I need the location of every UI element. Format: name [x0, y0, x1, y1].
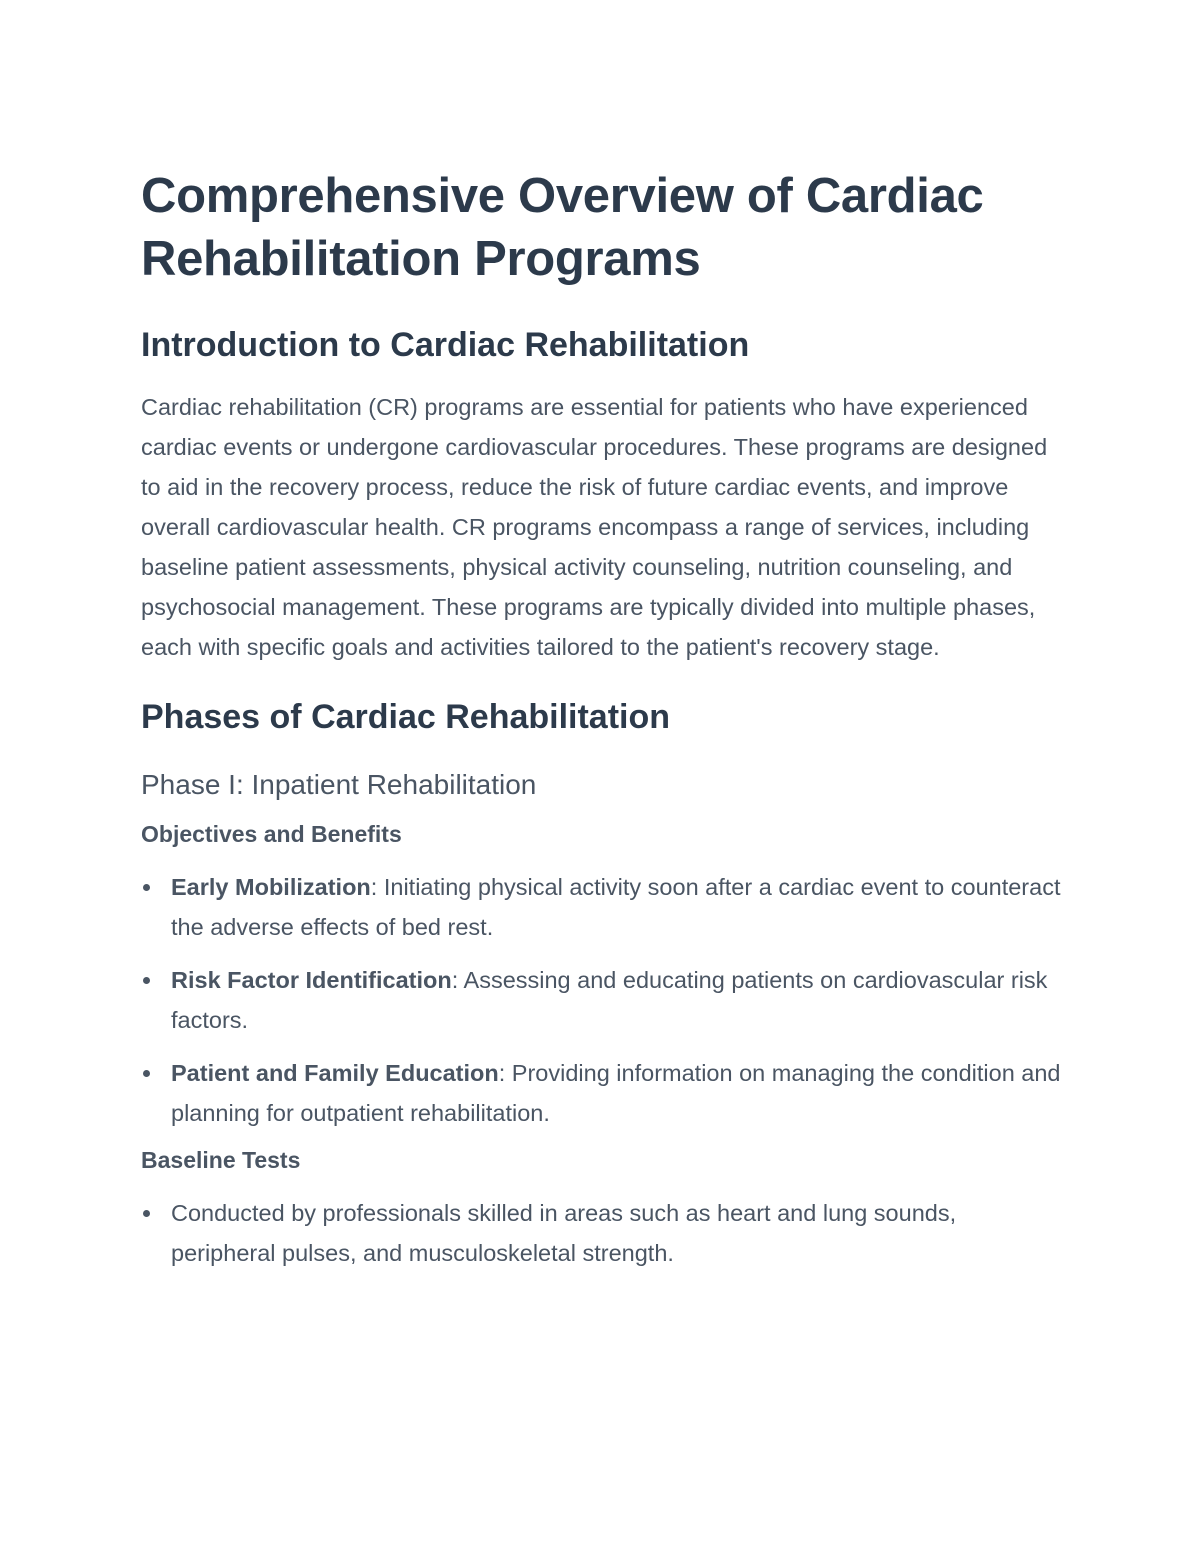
- list-item-text: Providing information on managing the condition and planning for outpatient rehabilitation.: [171, 1060, 1061, 1126]
- list-item-separator: :: [370, 874, 378, 900]
- intro-paragraph: Cardiac rehabilitation (CR) programs are essential for patients who have experienced cardiac events or undergone cardiovascular procedures. These programs are designed to aid in the recovery process, reduce the risk of future cardiac events, and improve overall cardiovascular health. CR programs encompass a range of services, including baseline patient assessments, physical activity counseling, nutrition counseling, and psychosocial management. These programs are typically divided into multiple phases, each with specific goals and activities tailored to the patient's recovery stage.: [141, 394, 1048, 660]
- intro-heading: Introduction to Cardiac Rehabilitation: [141, 326, 750, 364]
- list-item-separator: :: [498, 1060, 506, 1086]
- list-item: [141, 1053, 1061, 1133]
- list-item-term: Risk Factor Identification: [171, 967, 452, 993]
- list-item-term: Early Mobilization: [171, 874, 371, 900]
- list-item-text: Conducted by professionals skilled in areas such as heart and lung sounds, peripheral pulses, and musculoskeletal strength.: [171, 1200, 957, 1266]
- list-item-term: Patient and Family Education: [171, 1060, 499, 1086]
- document-page: [141, 165, 1061, 1273]
- document-title: Comprehensive Overview of Cardiac Rehabilitation Programs: [141, 169, 984, 286]
- phase1-heading: Phase I: Inpatient Rehabilitation: [141, 769, 537, 800]
- list-item: [141, 1193, 1061, 1273]
- list-item-text: Initiating physical activity soon after a cardiac event to counteract the adverse effects of bed rest.: [171, 874, 1061, 940]
- list-item: [141, 960, 1061, 1040]
- objectives-heading: Objectives and Benefits: [141, 821, 402, 847]
- baseline-tests-heading: Baseline Tests: [141, 1147, 301, 1173]
- list-item: [141, 867, 1061, 947]
- phases-heading: Phases of Cardiac Rehabilitation: [141, 698, 671, 736]
- list-item-separator: :: [451, 967, 459, 993]
- objectives-list: [141, 867, 1061, 1133]
- list-item-text: Assessing and educating patients on cardiovascular risk factors.: [171, 967, 1048, 1033]
- baseline-tests-list: [141, 1193, 1061, 1273]
